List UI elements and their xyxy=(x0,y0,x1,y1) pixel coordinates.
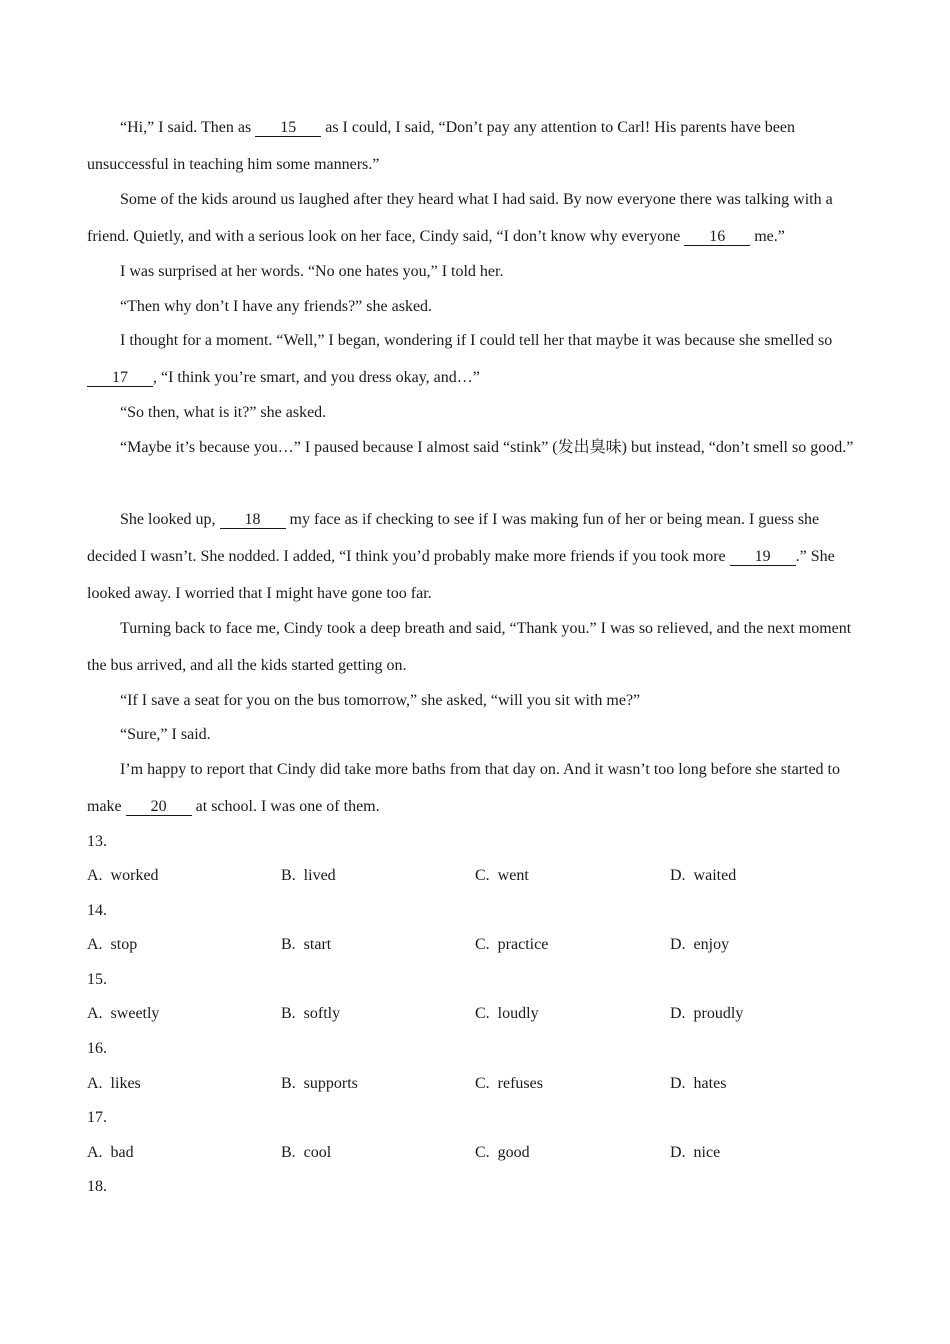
question-number: 16. xyxy=(87,1040,107,1057)
option-b[interactable]: B. cool xyxy=(281,1144,332,1161)
passage-paragraph: I was surprised at her words. “No one hates you,” I told her. xyxy=(120,263,504,280)
passage-paragraph xyxy=(87,322,867,396)
option-b[interactable]: B. supports xyxy=(281,1075,358,1092)
option-c[interactable]: C. loudly xyxy=(475,1005,539,1022)
option-c[interactable]: C. practice xyxy=(475,936,549,953)
option-d[interactable]: D. nice xyxy=(670,1144,721,1161)
passage-text: , “I think you’re smart, and you dress okay, and…” xyxy=(153,369,480,386)
option-b[interactable]: B. softly xyxy=(281,1005,341,1022)
passage-paragraph xyxy=(87,109,867,183)
option-a[interactable]: A. stop xyxy=(87,936,138,953)
passage-text: at school. I was one of them. xyxy=(191,798,380,815)
question-number: 18. xyxy=(87,1178,107,1195)
passage-text: I’m happy to report that Cindy did take more baths from that day on. And it wasn’t too long before she started to make xyxy=(87,761,840,815)
option-a[interactable]: A. sweetly xyxy=(87,1005,160,1022)
passage-paragraph: “Maybe it’s because you…” I paused because I almost said “stink” (发出臭味) but instead, “don’t smell so good.” xyxy=(120,439,854,456)
option-b[interactable]: B. start xyxy=(281,936,332,953)
passage-paragraph xyxy=(87,181,867,255)
passage-paragraph xyxy=(87,501,867,612)
answer-blank-19: 19 xyxy=(730,549,796,566)
passage-paragraph: “Sure,” I said. xyxy=(120,726,211,743)
passage-text: .” She looked away. I worried that I might have gone too far. xyxy=(87,548,835,602)
option-d[interactable]: D. proudly xyxy=(670,1005,744,1022)
option-c[interactable]: C. refuses xyxy=(475,1075,543,1092)
option-d[interactable]: D. hates xyxy=(670,1075,727,1092)
answer-blank-16: 16 xyxy=(684,229,750,246)
option-b[interactable]: B. lived xyxy=(281,867,336,884)
question-number: 15. xyxy=(87,971,107,988)
option-c[interactable]: C. good xyxy=(475,1144,530,1161)
option-a[interactable]: A. bad xyxy=(87,1144,134,1161)
option-a[interactable]: A. worked xyxy=(87,867,159,884)
passage-text: Some of the kids around us laughed after they heard what I had said. By now everyone there was talking with a friend. Quietly, and with a serious look on her face, Cindy said, “I don’t know why everyone xyxy=(87,191,833,245)
question-number: 14. xyxy=(87,902,107,919)
passage-text: I thought for a moment. “Well,” I began, wondering if I could tell her that maybe it was because she smelled so xyxy=(120,332,833,349)
answer-blank-20: 20 xyxy=(126,799,192,816)
passage-text: my face as if checking to see if I was making fun of her or being mean. I guess she decided I wasn’t. She nodded. I added, “I think you’d probably make more friends if you took more xyxy=(87,511,820,565)
passage-text: “Hi,” I said. Then as xyxy=(120,119,256,136)
passage-text: She looked up, xyxy=(120,511,220,528)
option-d[interactable]: D. waited xyxy=(670,867,737,884)
passage-paragraph xyxy=(87,751,867,825)
question-number: 13. xyxy=(87,833,107,850)
passage-paragraph: “Then why don’t I have any friends?” she asked. xyxy=(120,298,433,315)
passage-paragraph: Turning back to face me, Cindy took a deep breath and said, “Thank you.” I was so relieved, and the next moment the bus arrived, and all the kids started getting on. xyxy=(87,620,852,674)
answer-blank-17: 17 xyxy=(87,370,153,387)
option-c[interactable]: C. went xyxy=(475,867,529,884)
option-d[interactable]: D. enjoy xyxy=(670,936,730,953)
answer-blank-18: 18 xyxy=(220,512,286,529)
passage-paragraph: “If I save a seat for you on the bus tomorrow,” she asked, “will you sit with me?” xyxy=(120,692,641,709)
passage-text: me.” xyxy=(750,228,785,245)
question-number: 17. xyxy=(87,1109,107,1126)
option-a[interactable]: A. likes xyxy=(87,1075,141,1092)
passage-paragraph: “So then, what is it?” she asked. xyxy=(120,404,327,421)
answer-blank-15: 15 xyxy=(255,120,321,137)
passage-text: as I could, I said, “Don’t pay any attention to Carl! His parents have been unsuccessful in teaching him some manners.” xyxy=(87,119,796,173)
